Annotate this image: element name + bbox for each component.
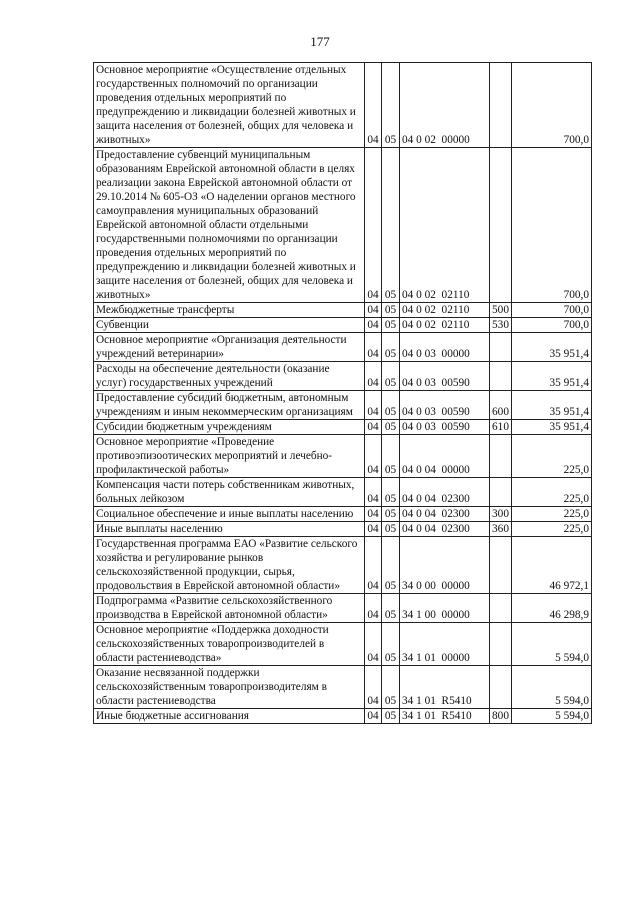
program-code: 04 0 04 02300 bbox=[400, 522, 490, 537]
program-code: 04 0 04 00000 bbox=[400, 435, 490, 478]
table-row bbox=[94, 63, 592, 148]
table-row bbox=[94, 391, 592, 420]
program-code: 34 1 01 00000 bbox=[400, 623, 490, 666]
section-code: 04 bbox=[365, 666, 382, 709]
program-code: 04 0 03 00590 bbox=[400, 391, 490, 420]
subsection-code: 05 bbox=[382, 303, 400, 318]
section-code: 04 bbox=[365, 420, 382, 435]
table-row bbox=[94, 623, 592, 666]
program-code: 04 0 04 02300 bbox=[400, 507, 490, 522]
program-code: 34 1 01 R5410 bbox=[400, 709, 490, 724]
section-code: 04 bbox=[365, 148, 382, 303]
budget-table bbox=[93, 62, 592, 724]
subsection-code: 05 bbox=[382, 507, 400, 522]
expense-type-code bbox=[490, 435, 512, 478]
amount: 46 298,9 bbox=[512, 594, 592, 623]
table-row bbox=[94, 420, 592, 435]
section-code: 04 bbox=[365, 594, 382, 623]
amount: 225,0 bbox=[512, 478, 592, 507]
expense-type-code bbox=[490, 623, 512, 666]
table-row bbox=[94, 362, 592, 391]
row-name: Компенсация части потерь собственникам животных, больных лейкозом bbox=[94, 478, 365, 507]
amount: 225,0 bbox=[512, 435, 592, 478]
table-row bbox=[94, 333, 592, 362]
subsection-code: 05 bbox=[382, 148, 400, 303]
subsection-code: 05 bbox=[382, 594, 400, 623]
row-name: Иные выплаты населению bbox=[94, 522, 365, 537]
subsection-code: 05 bbox=[382, 537, 400, 594]
page-number: 177 bbox=[310, 34, 330, 49]
subsection-code: 05 bbox=[382, 623, 400, 666]
table-row bbox=[94, 318, 592, 333]
amount: 46 972,1 bbox=[512, 537, 592, 594]
program-code: 34 0 00 00000 bbox=[400, 537, 490, 594]
expense-type-code: 600 bbox=[490, 391, 512, 420]
row-name: Основное мероприятие «Поддержка доходности сельскохозяйственных товаропроизводителей в области растениеводства» bbox=[94, 623, 365, 666]
table-row bbox=[94, 666, 592, 709]
expense-type-code bbox=[490, 594, 512, 623]
program-code: 04 0 03 00590 bbox=[400, 362, 490, 391]
amount: 700,0 bbox=[512, 318, 592, 333]
row-name: Государственная программа ЕАО «Развитие сельского хозяйства и регулирование рынков сельскохозяйственной продукции, сырья, продовольствия в Еврейской автономной области» bbox=[94, 537, 365, 594]
program-code: 04 0 03 00000 bbox=[400, 333, 490, 362]
amount: 35 951,4 bbox=[512, 391, 592, 420]
section-code: 04 bbox=[365, 435, 382, 478]
subsection-code: 05 bbox=[382, 420, 400, 435]
program-code: 04 0 04 02300 bbox=[400, 478, 490, 507]
subsection-code: 05 bbox=[382, 318, 400, 333]
expense-type-code: 360 bbox=[490, 522, 512, 537]
subsection-code: 05 bbox=[382, 522, 400, 537]
table-row bbox=[94, 507, 592, 522]
row-name: Социальное обеспечение и иные выплаты населению bbox=[94, 507, 365, 522]
table-body bbox=[94, 63, 592, 724]
row-name: Оказание несвязанной поддержки сельскохозяйственным товаропроизводителям в области растениеводства bbox=[94, 666, 365, 709]
expense-type-code bbox=[490, 63, 512, 148]
amount: 225,0 bbox=[512, 507, 592, 522]
table-row bbox=[94, 709, 592, 724]
program-code: 04 0 02 02110 bbox=[400, 318, 490, 333]
row-name: Межбюджетные трансферты bbox=[94, 303, 365, 318]
row-name: Основное мероприятие «Организация деятельности учреждений ветеринарии» bbox=[94, 333, 365, 362]
table-row bbox=[94, 478, 592, 507]
subsection-code: 05 bbox=[382, 391, 400, 420]
amount: 5 594,0 bbox=[512, 666, 592, 709]
table-row bbox=[94, 537, 592, 594]
section-code: 04 bbox=[365, 63, 382, 148]
table-row bbox=[94, 435, 592, 478]
program-code: 34 1 00 00000 bbox=[400, 594, 490, 623]
section-code: 04 bbox=[365, 709, 382, 724]
section-code: 04 bbox=[365, 522, 382, 537]
expense-type-code: 800 bbox=[490, 709, 512, 724]
program-code: 04 0 03 00590 bbox=[400, 420, 490, 435]
expense-type-code: 300 bbox=[490, 507, 512, 522]
row-name: Подпрограмма «Развитие сельскохозяйственного производства в Еврейской автономной области» bbox=[94, 594, 365, 623]
amount: 225,0 bbox=[512, 522, 592, 537]
amount: 35 951,4 bbox=[512, 362, 592, 391]
program-code: 04 0 02 02110 bbox=[400, 303, 490, 318]
section-code: 04 bbox=[365, 318, 382, 333]
table-row bbox=[94, 594, 592, 623]
amount: 35 951,4 bbox=[512, 333, 592, 362]
amount: 700,0 bbox=[512, 63, 592, 148]
row-name: Предоставление субвенций муниципальным образованиям Еврейской автономной области в целях реализации закона Еврейской автономной области от 29.10.2014 № 605-ОЗ «О наделении органов местного самоуправления муниципальных образований Еврейской автономной области отдельными государственными полномочиями по организации проведения отдельных мероприятий по предупреждению и ликвидации болезней животных и защите населения от болезней, общих для человека и животных» bbox=[94, 148, 365, 303]
expense-type-code bbox=[490, 666, 512, 709]
expense-type-code bbox=[490, 537, 512, 594]
program-code: 34 1 01 R5410 bbox=[400, 666, 490, 709]
expense-type-code bbox=[490, 333, 512, 362]
program-code: 04 0 02 00000 bbox=[400, 63, 490, 148]
expense-type-code: 500 bbox=[490, 303, 512, 318]
row-name: Иные бюджетные ассигнования bbox=[94, 709, 365, 724]
section-code: 04 bbox=[365, 303, 382, 318]
table-row bbox=[94, 303, 592, 318]
row-name: Основное мероприятие «Проведение противоэпизоотических мероприятий и лечебно-профилактической работы» bbox=[94, 435, 365, 478]
subsection-code: 05 bbox=[382, 666, 400, 709]
row-name: Расходы на обеспечение деятельности (оказание услуг) государственных учреждений bbox=[94, 362, 365, 391]
expense-type-code bbox=[490, 478, 512, 507]
row-name: Предоставление субсидий бюджетным, автономным учреждениям и иным некоммерческим организациям bbox=[94, 391, 365, 420]
row-name: Основное мероприятие «Осуществление отдельных государственных полномочий по организации проведения отдельных мероприятий по предупреждению и ликвидации болезней животных и защита населения от болезней, общих для человека и животных» bbox=[94, 63, 365, 148]
expense-type-code bbox=[490, 362, 512, 391]
section-code: 04 bbox=[365, 507, 382, 522]
table-row bbox=[94, 522, 592, 537]
section-code: 04 bbox=[365, 362, 382, 391]
amount: 5 594,0 bbox=[512, 623, 592, 666]
row-name: Субсидии бюджетным учреждениям bbox=[94, 420, 365, 435]
expense-type-code bbox=[490, 148, 512, 303]
amount: 35 951,4 bbox=[512, 420, 592, 435]
subsection-code: 05 bbox=[382, 478, 400, 507]
row-name: Субвенции bbox=[94, 318, 365, 333]
section-code: 04 bbox=[365, 478, 382, 507]
section-code: 04 bbox=[365, 623, 382, 666]
amount: 5 594,0 bbox=[512, 709, 592, 724]
section-code: 04 bbox=[365, 333, 382, 362]
subsection-code: 05 bbox=[382, 362, 400, 391]
amount: 700,0 bbox=[512, 148, 592, 303]
program-code: 04 0 02 02110 bbox=[400, 148, 490, 303]
expense-type-code: 530 bbox=[490, 318, 512, 333]
table-row bbox=[94, 148, 592, 303]
subsection-code: 05 bbox=[382, 333, 400, 362]
amount: 700,0 bbox=[512, 303, 592, 318]
subsection-code: 05 bbox=[382, 435, 400, 478]
subsection-code: 05 bbox=[382, 63, 400, 148]
subsection-code: 05 bbox=[382, 709, 400, 724]
section-code: 04 bbox=[365, 391, 382, 420]
expense-type-code: 610 bbox=[490, 420, 512, 435]
section-code: 04 bbox=[365, 537, 382, 594]
